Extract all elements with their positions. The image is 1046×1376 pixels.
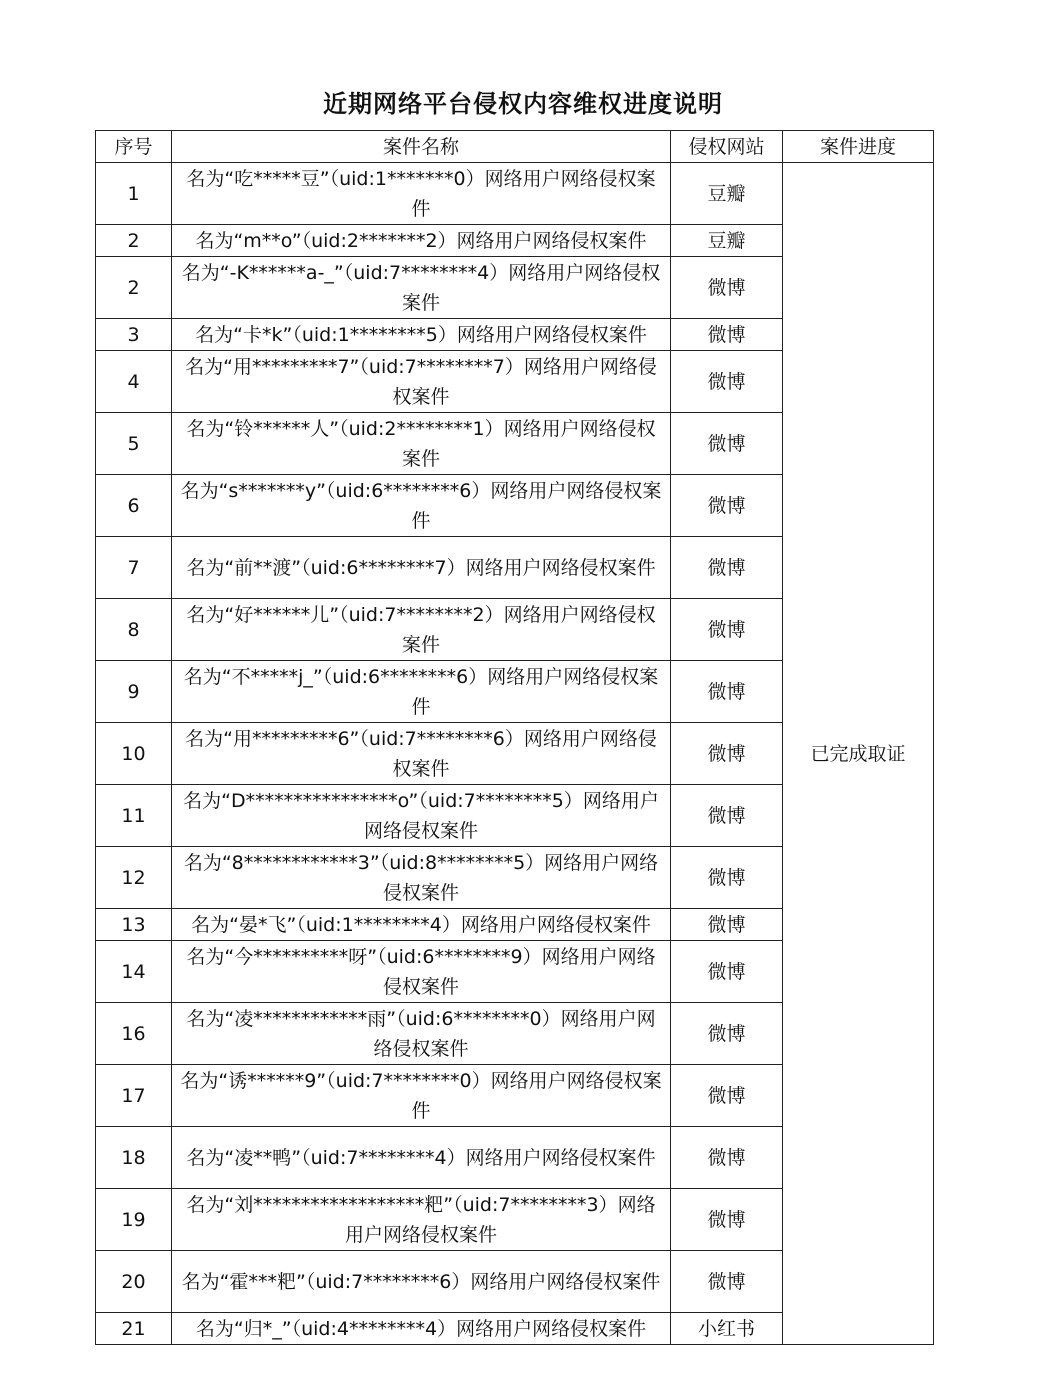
- row-case-name: 名为“用*********6”（uid:7********6）网络用户网络侵权案件: [172, 723, 671, 785]
- row-site: 微博: [671, 661, 783, 723]
- row-case-name: 名为“8************3”（uid:8********5）网络用户网络侵权案件: [172, 847, 671, 909]
- row-site: 微博: [671, 319, 783, 351]
- row-seq: 4: [96, 351, 172, 413]
- row-seq: 21: [96, 1313, 172, 1345]
- row-seq: 1: [96, 163, 172, 225]
- row-seq: 2: [96, 225, 172, 257]
- row-case-name: 名为“不*****j_”（uid:6********6）网络用户网络侵权案件: [172, 661, 671, 723]
- row-case-name: 名为“霍***粑”（uid:7********6）网络用户网络侵权案件: [172, 1251, 671, 1313]
- row-seq: 19: [96, 1189, 172, 1251]
- row-site: 微博: [671, 941, 783, 1003]
- row-site: 微博: [671, 1065, 783, 1127]
- row-seq: 5: [96, 413, 172, 475]
- cases-table: [95, 130, 934, 1345]
- row-case-name: 名为“s*******y”（uid:6********6）网络用户网络侵权案件: [172, 475, 671, 537]
- row-case-name: 名为“归*_”（uid:4********4）网络用户网络侵权案件: [172, 1313, 671, 1345]
- row-site: 微博: [671, 723, 783, 785]
- header-seq: 序号: [96, 131, 172, 163]
- row-case-name: 名为“诱******9”（uid:7********0）网络用户网络侵权案件: [172, 1065, 671, 1127]
- row-seq: 11: [96, 785, 172, 847]
- row-seq: 18: [96, 1127, 172, 1189]
- row-seq: 9: [96, 661, 172, 723]
- row-case-name: 名为“前**渡”（uid:6********7）网络用户网络侵权案件: [172, 537, 671, 599]
- row-site: 微博: [671, 257, 783, 319]
- row-seq: 20: [96, 1251, 172, 1313]
- row-site: 微博: [671, 1189, 783, 1251]
- row-case-name: 名为“晏*飞”（uid:1********4）网络用户网络侵权案件: [172, 909, 671, 941]
- row-seq: 12: [96, 847, 172, 909]
- row-case-name: 名为“好******儿”（uid:7********2）网络用户网络侵权案件: [172, 599, 671, 661]
- row-case-name: 名为“吃*****豆”（uid:1*******0）网络用户网络侵权案件: [172, 163, 671, 225]
- row-site: 豆瓣: [671, 225, 783, 257]
- row-seq: 16: [96, 1003, 172, 1065]
- header-case-name: 案件名称: [172, 131, 671, 163]
- row-case-name: 名为“m**o”（uid:2*******2）网络用户网络侵权案件: [172, 225, 671, 257]
- row-seq: 14: [96, 941, 172, 1003]
- row-case-name: 名为“-K******a-_”（uid:7********4）网络用户网络侵权案件: [172, 257, 671, 319]
- table-header-row: [96, 131, 934, 163]
- row-seq: 6: [96, 475, 172, 537]
- row-site: 微博: [671, 351, 783, 413]
- row-site: 微博: [671, 1251, 783, 1313]
- row-seq: 8: [96, 599, 172, 661]
- table-row: [96, 163, 934, 225]
- row-site: 微博: [671, 785, 783, 847]
- header-progress: 案件进度: [783, 131, 934, 163]
- progress-cell: 已完成取证: [783, 163, 934, 1345]
- row-case-name: 名为“铃******人”（uid:2********1）网络用户网络侵权案件: [172, 413, 671, 475]
- row-case-name: 名为“用*********7”（uid:7********7）网络用户网络侵权案件: [172, 351, 671, 413]
- row-site: 微博: [671, 413, 783, 475]
- row-case-name: 名为“凌**鸭”（uid:7********4）网络用户网络侵权案件: [172, 1127, 671, 1189]
- row-seq: 10: [96, 723, 172, 785]
- page-title: 近期网络平台侵权内容维权进度说明: [323, 90, 723, 118]
- row-case-name: 名为“卡*k”（uid:1********5）网络用户网络侵权案件: [172, 319, 671, 351]
- row-seq: 17: [96, 1065, 172, 1127]
- row-site: 微博: [671, 1127, 783, 1189]
- row-site: 微博: [671, 1003, 783, 1065]
- header-site: 侵权网站: [671, 131, 783, 163]
- row-site: 微博: [671, 537, 783, 599]
- row-site: 豆瓣: [671, 163, 783, 225]
- row-seq: 7: [96, 537, 172, 599]
- row-case-name: 名为“今**********呀”（uid:6********9）网络用户网络侵权案件: [172, 941, 671, 1003]
- row-site: 微博: [671, 847, 783, 909]
- row-seq: 13: [96, 909, 172, 941]
- row-case-name: 名为“D****************o”（uid:7********5）网络用户网络侵权案件: [172, 785, 671, 847]
- row-site: 小红书: [671, 1313, 783, 1345]
- row-seq: 3: [96, 319, 172, 351]
- row-site: 微博: [671, 475, 783, 537]
- row-seq: 2: [96, 257, 172, 319]
- row-case-name: 名为“刘******************粑”（uid:7********3）网络用户网络侵权案件: [172, 1189, 671, 1251]
- row-case-name: 名为“凌************雨”（uid:6********0）网络用户网络侵权案件: [172, 1003, 671, 1065]
- row-site: 微博: [671, 909, 783, 941]
- row-site: 微博: [671, 599, 783, 661]
